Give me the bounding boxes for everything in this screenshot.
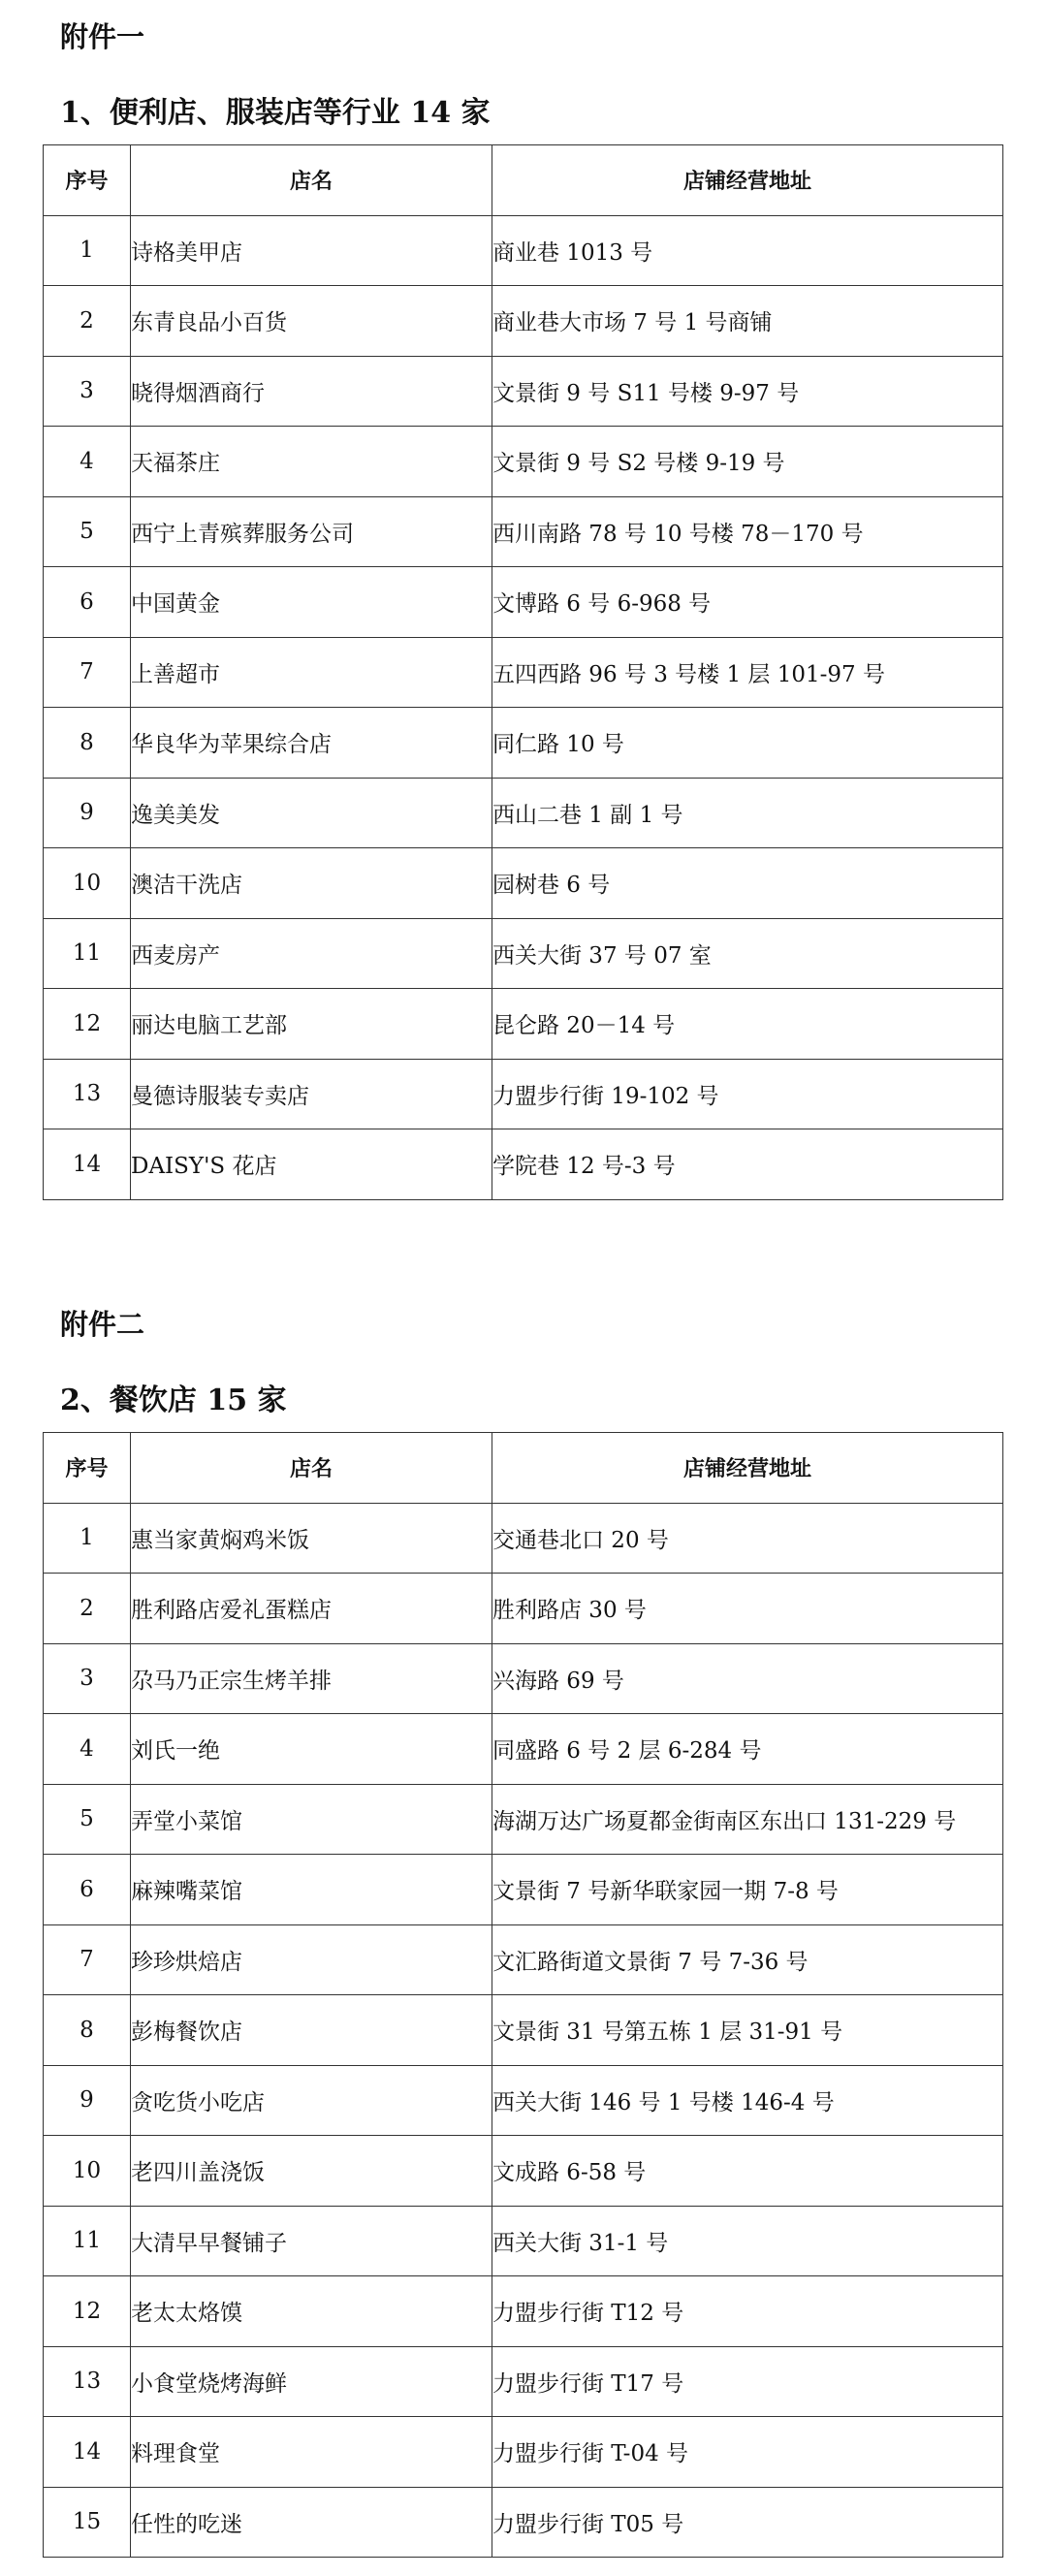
table-row <box>44 1714 1003 1785</box>
row-number: 1 <box>44 215 131 286</box>
store-address: 文景街 9 号 S2 号楼 9-19 号 <box>492 427 1003 497</box>
row-number: 2 <box>44 1574 131 1644</box>
row-number: 14 <box>44 2417 131 2488</box>
store-name: 西麦房产 <box>131 918 492 989</box>
store-address: 同盛路 6 号 2 层 6-284 号 <box>492 1714 1003 1785</box>
store-address: 交通巷北口 20 号 <box>492 1503 1003 1574</box>
store-address: 文汇路街道文景街 7 号 7-36 号 <box>492 1924 1003 1995</box>
store-address: 西关大街 31-1 号 <box>492 2206 1003 2276</box>
store-name: 逸美美发 <box>131 778 492 848</box>
row-number: 13 <box>44 2346 131 2417</box>
table-row <box>44 2417 1003 2488</box>
store-address: 园树巷 6 号 <box>492 848 1003 919</box>
row-number: 3 <box>44 1643 131 1714</box>
header-serial-number: 序号 <box>44 145 131 216</box>
store-address: 五四西路 96 号 3 号楼 1 层 101-97 号 <box>492 637 1003 708</box>
store-name: 曼德诗服装专卖店 <box>131 1059 492 1129</box>
store-name: 小食堂烧烤海鲜 <box>131 2346 492 2417</box>
row-number: 6 <box>44 1855 131 1925</box>
section-subtitle: 2、餐饮店 15 家 <box>60 1383 287 1417</box>
store-name: 任性的吃迷 <box>131 2487 492 2558</box>
store-address: 文景街 31 号第五栋 1 层 31-91 号 <box>492 1995 1003 2066</box>
store-name: 诗格美甲店 <box>131 215 492 286</box>
row-number: 10 <box>44 848 131 919</box>
store-address: 力盟步行街 19-102 号 <box>492 1059 1003 1129</box>
table-row <box>44 1643 1003 1714</box>
store-address: 同仁路 10 号 <box>492 708 1003 779</box>
store-name: 老四川盖浇饭 <box>131 2136 492 2207</box>
row-number: 15 <box>44 2487 131 2558</box>
store-name: 东青良品小百货 <box>131 286 492 357</box>
store-address: 昆仑路 20－14 号 <box>492 989 1003 1060</box>
row-number: 10 <box>44 2136 131 2207</box>
table-header-row <box>44 1433 1003 1504</box>
store-address: 西关大街 37 号 07 室 <box>492 918 1003 989</box>
store-name: 老太太烙馍 <box>131 2276 492 2347</box>
table-row <box>44 989 1003 1060</box>
table-row <box>44 2346 1003 2417</box>
store-name: 麻辣嘴菜馆 <box>131 1855 492 1925</box>
header-store-name: 店名 <box>131 145 492 216</box>
row-number: 14 <box>44 1129 131 1200</box>
table-row <box>44 356 1003 427</box>
table-row <box>44 215 1003 286</box>
table-row <box>44 848 1003 919</box>
table-row <box>44 2206 1003 2276</box>
store-address: 力盟步行街 T17 号 <box>492 2346 1003 2417</box>
row-number: 5 <box>44 1784 131 1855</box>
table-row <box>44 1855 1003 1925</box>
row-number: 9 <box>44 2065 131 2136</box>
store-name: 尕马乃正宗生烤羊排 <box>131 1643 492 1714</box>
table-row <box>44 1995 1003 2066</box>
store-name: 料理食堂 <box>131 2417 492 2488</box>
row-number: 4 <box>44 1714 131 1785</box>
row-number: 1 <box>44 1503 131 1574</box>
store-name: 晓得烟酒商行 <box>131 356 492 427</box>
table-row <box>44 778 1003 848</box>
restaurant-table <box>43 1432 1003 2558</box>
table-row <box>44 567 1003 638</box>
row-number: 3 <box>44 356 131 427</box>
store-name: 彭梅餐饮店 <box>131 1995 492 2066</box>
store-name: 胜利路店爱礼蛋糕店 <box>131 1574 492 1644</box>
store-name: 惠当家黄焖鸡米饭 <box>131 1503 492 1574</box>
table-row <box>44 2065 1003 2136</box>
row-number: 6 <box>44 567 131 638</box>
row-number: 11 <box>44 918 131 989</box>
table-row <box>44 496 1003 567</box>
store-address: 文博路 6 号 6-968 号 <box>492 567 1003 638</box>
row-number: 8 <box>44 708 131 779</box>
store-name: 天福茶庄 <box>131 427 492 497</box>
table-row <box>44 286 1003 357</box>
table-row <box>44 2276 1003 2347</box>
store-name: 刘氏一绝 <box>131 1714 492 1785</box>
store-address: 力盟步行街 T-04 号 <box>492 2417 1003 2488</box>
header-store-name: 店名 <box>131 1433 492 1504</box>
table-row <box>44 1574 1003 1644</box>
store-address: 西关大街 146 号 1 号楼 146-4 号 <box>492 2065 1003 2136</box>
table-row <box>44 1129 1003 1200</box>
table-row <box>44 708 1003 779</box>
store-name: 西宁上青殡葬服务公司 <box>131 496 492 567</box>
section-subtitle: 1、便利店、服装店等行业 14 家 <box>60 96 491 130</box>
table-row <box>44 637 1003 708</box>
store-address: 西川南路 78 号 10 号楼 78－170 号 <box>492 496 1003 567</box>
store-name: 华良华为苹果综合店 <box>131 708 492 779</box>
table-row <box>44 427 1003 497</box>
store-address: 文景街 9 号 S11 号楼 9-97 号 <box>492 356 1003 427</box>
table-row <box>44 918 1003 989</box>
store-name: DAISY'S 花店 <box>131 1129 492 1200</box>
store-address: 兴海路 69 号 <box>492 1643 1003 1714</box>
store-name: 珍珍烘焙店 <box>131 1924 492 1995</box>
row-number: 7 <box>44 1924 131 1995</box>
row-number: 13 <box>44 1059 131 1129</box>
row-number: 2 <box>44 286 131 357</box>
header-store-address: 店铺经营地址 <box>492 145 1003 216</box>
store-address: 海湖万达广场夏都金街南区东出口 131-229 号 <box>492 1784 1003 1855</box>
store-name: 丽达电脑工艺部 <box>131 989 492 1060</box>
row-number: 12 <box>44 2276 131 2347</box>
row-number: 7 <box>44 637 131 708</box>
store-name: 贪吃货小吃店 <box>131 2065 492 2136</box>
store-name: 上善超市 <box>131 637 492 708</box>
store-address: 商业巷 1013 号 <box>492 215 1003 286</box>
row-number: 4 <box>44 427 131 497</box>
store-name: 弄堂小菜馆 <box>131 1784 492 1855</box>
table-header-row <box>44 145 1003 216</box>
row-number: 9 <box>44 778 131 848</box>
store-address: 力盟步行街 T05 号 <box>492 2487 1003 2558</box>
table-row <box>44 1924 1003 1995</box>
row-number: 8 <box>44 1995 131 2066</box>
table-row <box>44 1503 1003 1574</box>
store-address: 学院巷 12 号-3 号 <box>492 1129 1003 1200</box>
table-row <box>44 2136 1003 2207</box>
row-number: 11 <box>44 2206 131 2276</box>
store-address: 文成路 6-58 号 <box>492 2136 1003 2207</box>
store-address: 文景街 7 号新华联家园一期 7-8 号 <box>492 1855 1003 1925</box>
store-name: 澳洁干洗店 <box>131 848 492 919</box>
attachment-title: 附件二 <box>60 1308 145 1341</box>
attachment-title: 附件一 <box>60 20 145 53</box>
table-row <box>44 2487 1003 2558</box>
store-name: 中国黄金 <box>131 567 492 638</box>
store-address: 力盟步行街 T12 号 <box>492 2276 1003 2347</box>
header-store-address: 店铺经营地址 <box>492 1433 1003 1504</box>
row-number: 5 <box>44 496 131 567</box>
store-address: 胜利路店 30 号 <box>492 1574 1003 1644</box>
store-address: 西山二巷 1 副 1 号 <box>492 778 1003 848</box>
row-number: 12 <box>44 989 131 1060</box>
table-row <box>44 1784 1003 1855</box>
store-address: 商业巷大市场 7 号 1 号商铺 <box>492 286 1003 357</box>
store-table <box>43 144 1003 1200</box>
store-name: 大清早早餐铺子 <box>131 2206 492 2276</box>
header-serial-number: 序号 <box>44 1433 131 1504</box>
table-row <box>44 1059 1003 1129</box>
